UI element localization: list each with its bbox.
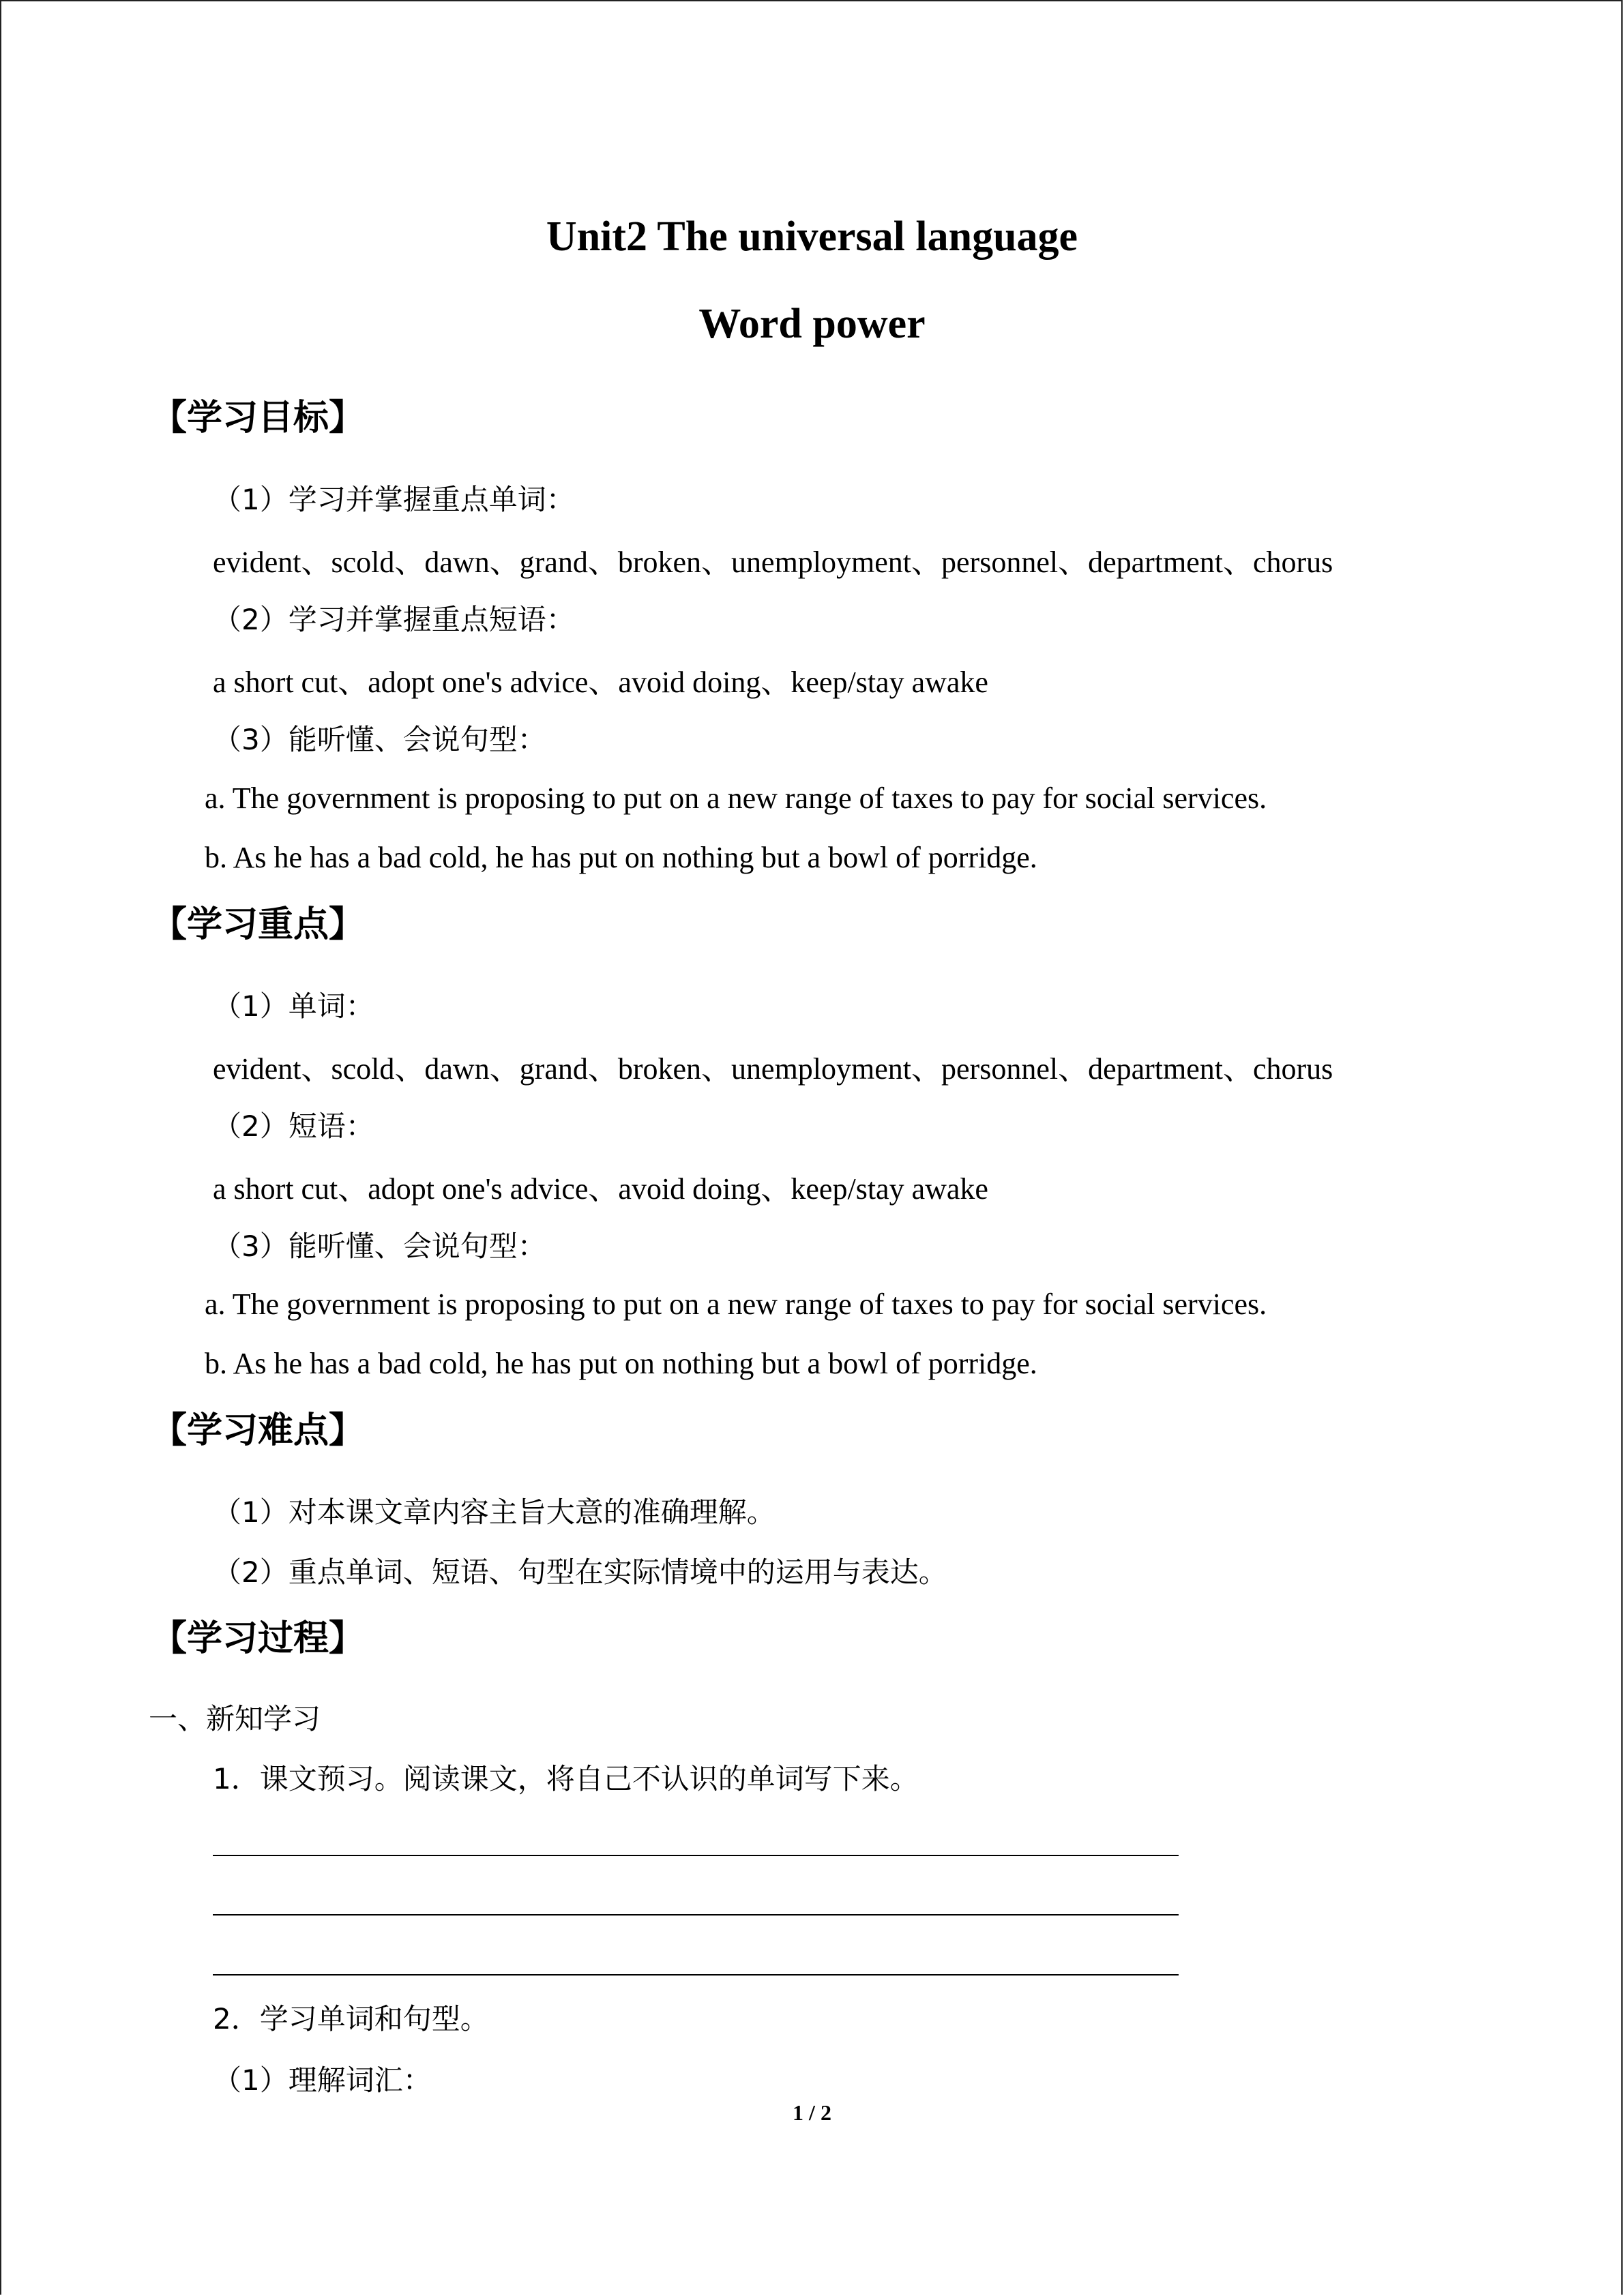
answer-line-3[interactable] [213, 1974, 1179, 1976]
key-points-item1-label: （1）单词： [213, 989, 374, 1023]
key-points-item1-words: evident、scold、dawn、grand、broken、unemployment、personnel、department、chorus [213, 1052, 1333, 1086]
document-subtitle: Word power [698, 301, 926, 347]
key-points-item2-phrases: a short cut、adopt one's advice、avoid doing、keep/stay awake [213, 1172, 988, 1206]
process-part1: 一、新知学习 [149, 1702, 321, 1735]
key-points-item3-label: （3）能听懂、会说句型： [213, 1229, 546, 1263]
document-title: Unit2 The universal language [546, 213, 1078, 260]
answer-line-2[interactable] [213, 1914, 1179, 1915]
objectives-heading: 【学习目标】 [151, 398, 365, 438]
key-points-heading: 【学习重点】 [151, 904, 365, 945]
key-points-sentence-a: a. The government is proposing to put on a new range of taxes to pay for social services. [205, 1287, 1267, 1321]
process-heading: 【学习过程】 [151, 1618, 365, 1659]
objectives-item1-label: （1）学习并掌握重点单词： [213, 483, 575, 516]
objectives-sentence-a: a. The government is proposing to put on a new range of taxes to pay for social services. [205, 781, 1267, 815]
process-step2: 2．学习单词和句型。 [213, 2002, 489, 2036]
difficulties-item2: （2）重点单词、短语、句型在实际情境中的运用与表达。 [213, 1555, 947, 1589]
objectives-sentence-b: b. As he has a bad cold, he has put on nothing but a bowl of porridge. [205, 841, 1037, 874]
answer-line-1[interactable] [213, 1855, 1179, 1856]
objectives-item2-phrases: a short cut、adopt one's advice、avoid doing、keep/stay awake [213, 666, 988, 699]
objectives-item2-label: （2）学习并掌握重点短语： [213, 603, 575, 636]
page-number: 1 / 2 [793, 2100, 831, 2125]
objectives-item1-words: evident、scold、dawn、grand、broken、unemployment、personnel、department、chorus [213, 546, 1333, 579]
difficulties-heading: 【学习难点】 [151, 1410, 365, 1451]
objectives-item3-label: （3）能听懂、会说句型： [213, 723, 546, 756]
key-points-item2-label: （2）短语： [213, 1109, 374, 1143]
process-step1: 1．课文预习。阅读课文，将自己不认识的单词写下来。 [213, 1762, 919, 1795]
process-step2-sub1: （1）理解词汇： [213, 2063, 432, 2097]
key-points-sentence-b: b. As he has a bad cold, he has put on nothing but a bowl of porridge. [205, 1347, 1037, 1380]
difficulties-item1: （1）对本课文章内容主旨大意的准确理解。 [213, 1495, 776, 1529]
